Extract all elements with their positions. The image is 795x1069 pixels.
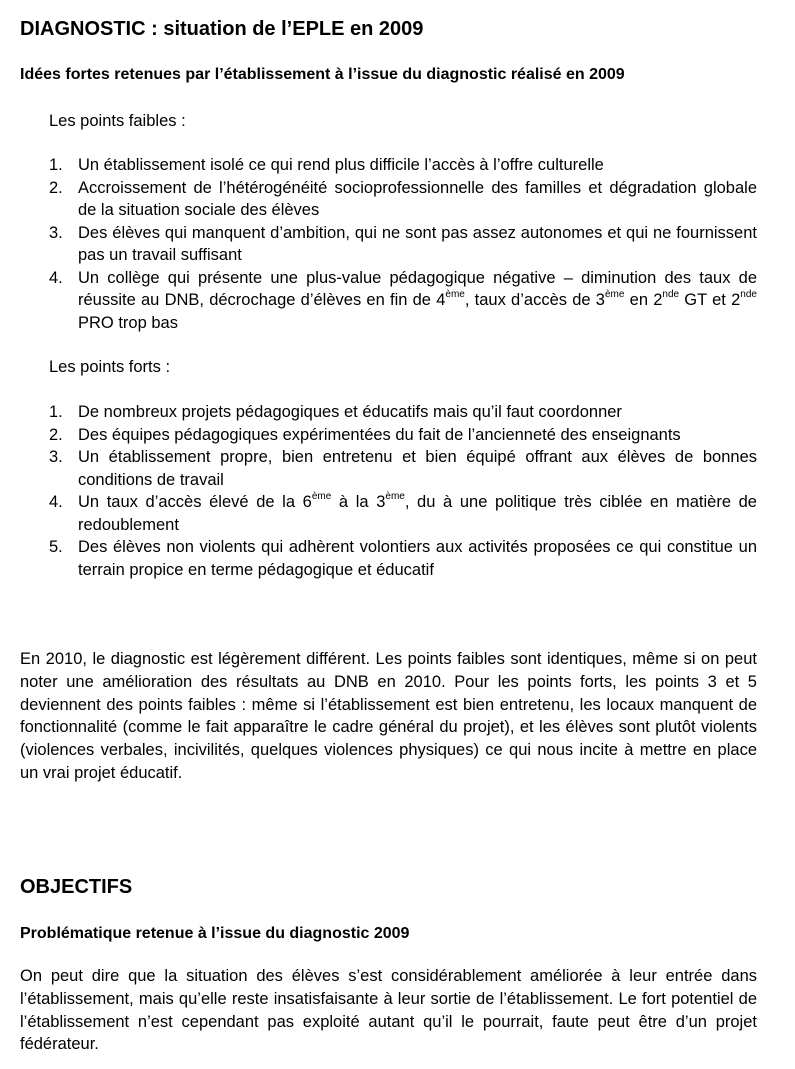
list-item (49, 536, 757, 581)
item-text: Des élèves qui manquent d’ambition, qui ne sont pas assez autonomes et qui ne fournissent pas un travail suffisant (78, 223, 757, 264)
paragraph-2010: En 2010, le diagnostic est légèrement différent. Les points faibles sont identiques, même si on peut noter une amélioration des résultats au DNB en 2010. Pour les points forts, les points 3 et 5 deviennent des points faibles : même si l’établissement est bien entretenu, les locaux manquent de fonctionnalité (comme le fait apparaître le cadre général du projet), et les élèves sont plutôt violents (violences verbales, incivilités, quelques violences physiques) ce qui nous incite à mettre en place un vrai projet éducatif. (20, 650, 757, 782)
item-text: Un établissement propre, bien entretenu et bien équipé offrant aux élèves de bonnes conditions de travail (78, 448, 757, 489)
objectives-paragraph: On peut dire que la situation des élèves s’est considérablement améliorée à leur entrée dans l’établissement, mais qu’elle reste insatisfaisante à leur sortie de l’établissement. Le fort potentiel de l’établissement n’est cependant pas exploité autant qu’il le pourrait, faute peut être d’un projet fédérateur. (20, 967, 757, 1054)
item-number: 1. (49, 156, 63, 174)
item-text (78, 491, 757, 536)
item-number: 3. (49, 223, 63, 242)
text-segment: PRO trop bas (78, 313, 178, 332)
item-text (78, 267, 757, 335)
text-segment: Un collège qui présente une plus-value pédagogique négative – diminution des taux de réussite au DNB, décrochage d’élèves en fin de 4 (78, 268, 757, 309)
superscript: nde (740, 288, 757, 300)
list-item (49, 222, 757, 267)
superscript: ème (311, 490, 332, 502)
text-segment: , du à une politique très ciblée en matière de redoublement (78, 493, 757, 534)
list-item (49, 491, 757, 536)
weak-points-list (49, 154, 757, 334)
list-item (49, 446, 757, 491)
list-item (49, 424, 757, 447)
weak-points-label: Les points faibles : (49, 112, 186, 130)
superscript: ème (445, 288, 465, 300)
text-segment: GT et 2 (679, 291, 741, 309)
superscript: ème (385, 490, 405, 502)
diagnostic-subtitle: Idées fortes retenues par l’établissement à l’issue du diagnostic réalisé en 2009 (20, 66, 625, 83)
item-text: Un établissement isolé ce qui rend plus difficile l’accès à l’offre culturelle (78, 156, 604, 174)
item-number: 2. (49, 178, 63, 197)
list-item (49, 154, 757, 177)
text-segment: Un taux d’accès élevé de la 6 (78, 493, 312, 511)
objectives-title: OBJECTIFS (20, 876, 133, 898)
item-number: 5. (49, 538, 63, 556)
item-number: 4. (49, 268, 63, 287)
objectives-subtitle: Problématique retenue à l’issue du diagnostic 2009 (20, 925, 410, 942)
item-number: 4. (49, 493, 63, 511)
text-segment: , taux d’accès de 3 (464, 291, 605, 309)
item-text: Des équipes pédagogiques expérimentées du fait de l’ancienneté des enseignants (78, 425, 681, 444)
item-text: Accroissement de l’hétérogénéité socioprofessionnelle des familles et dégradation globale de la situation sociale des élèves (78, 178, 757, 219)
text-segment: à la 3 (331, 493, 386, 511)
item-number: 1. (49, 403, 63, 421)
list-item (49, 177, 757, 222)
item-text: De nombreux projets pédagogiques et éducatifs mais qu’il faut coordonner (78, 403, 622, 421)
item-number: 3. (49, 448, 63, 466)
item-number: 2. (49, 425, 63, 444)
superscript: nde (662, 288, 680, 300)
strong-points-list (49, 401, 757, 581)
list-item (49, 267, 757, 335)
superscript: ème (604, 288, 625, 300)
strong-points-label: Les points forts : (49, 358, 171, 376)
page-title: DIAGNOSTIC : situation de l’EPLE en 2009 (20, 18, 424, 40)
text-segment: en 2 (624, 291, 663, 309)
item-text: Des élèves non violents qui adhèrent volontiers aux activités proposées ce qui constitue un terrain propice en terme pédagogique et éducatif (78, 538, 757, 579)
list-item (49, 401, 757, 424)
